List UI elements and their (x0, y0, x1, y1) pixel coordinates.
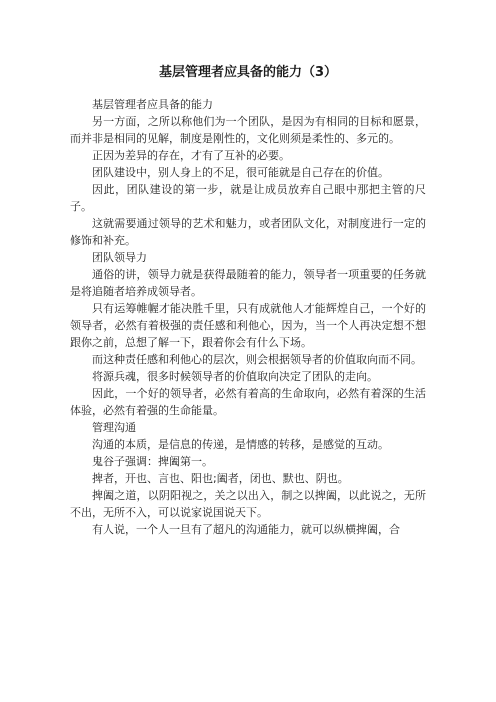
paragraph: 这就需要通过领导的艺术和魅力，或者团队文化，对制度进行一定的修饰和补充。 (70, 217, 426, 247)
paragraph: 捭者，开也、言也、阳也;阖者，闭也、默也、阴也。 (92, 472, 349, 485)
paragraph: 将源兵魂，很多时候领导者的价值取向决定了团队的走向。 (92, 370, 378, 383)
paragraph: 团队建设中，别人身上的不足，很可能就是自己存在的价值。 (92, 166, 389, 179)
paragraph: 因此，团队建设的第一步，就是让成员放弃自己眼中那把主管的尺子。 (70, 183, 426, 213)
paragraph: 捭阖之道，以阴阳视之，关之以出入，制之以捭阖，以此说之，无所不出，无所不入，可以说家说国说天下。 (70, 489, 426, 519)
paragraph-heading-leadership: 团队领导力 (92, 251, 147, 264)
document-title: 基层管理者应具备的能力（3） (158, 65, 338, 80)
paragraph-heading-abilities: 基层管理者应具备的能力 (92, 98, 213, 111)
document-body (70, 96, 426, 538)
paragraph: 只有运筹帷幄才能决胜千里，只有成就他人才能辉煌自己，一个好的领导者，必然有着极强的责任感和利他心，因为，当一个人再决定想不想跟你之前，总想了解一下，跟着你会有什么下场。 (70, 302, 426, 349)
paragraph-heading-communication: 管理沟通 (92, 421, 136, 434)
paragraph: 沟通的本质，是信息的传递，是情感的转移，是感觉的互动。 (92, 438, 389, 451)
paragraph: 通俗的讲，领导力就是获得最随着的能力，领导者一项重要的任务就是将追随者培养成领导者。 (70, 268, 426, 298)
paragraph: 正因为差异的存在，才有了互补的必要。 (92, 149, 290, 162)
paragraph: 因此，一个好的领导者，必然有着高的生命取向，必然有着深的生活体验，必然有着强的生命能量。 (70, 387, 426, 417)
paragraph: 有人说，一个人一旦有了超凡的沟通能力，就可以纵横捭阖，合 (92, 523, 400, 536)
paragraph: 而这种责任感和利他心的层次，则会根据领导者的价值取向而不同。 (92, 353, 422, 366)
paragraph: 鬼谷子强调：捭阖第一。 (92, 455, 213, 468)
paragraph: 另一方面，之所以称他们为一个团队，是因为有相同的目标和愿景，而并非是相同的见解，制度是刚性的，文化则须是柔性的、多元的。 (70, 115, 426, 145)
